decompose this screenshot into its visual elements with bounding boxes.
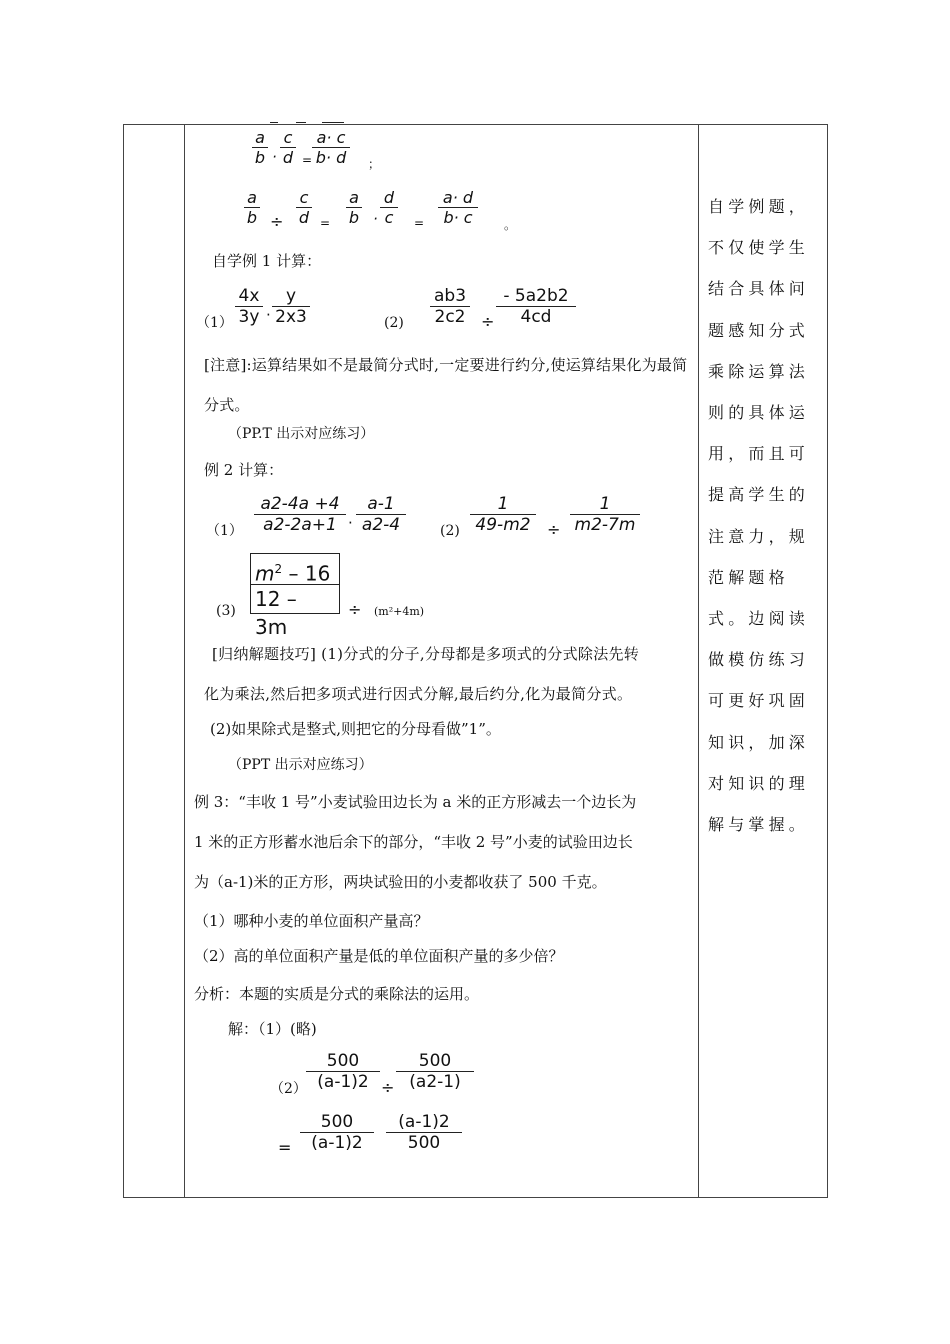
teaching-intent-note: 自学例题，不仅使学生结合具体问题感知分式乘除运算法则的具体运用，而且可提高学生的注意力，规范解题格式。边阅读做模仿练习可更好巩固知识，加深对知识的理解与掌握。 <box>708 197 810 835</box>
top-mark-3 <box>322 122 344 123</box>
fraction-y-over-2x3: $\frac{y}{2x3}$ <box>272 286 310 327</box>
example1-heading: 自学例 1 计算： <box>212 252 322 270</box>
example2-part2-label: (2) <box>440 523 460 539</box>
fraction-5a2b2-over-4cd: $\frac{- 5a2b2}{4cd}$ <box>496 286 576 327</box>
fraction-500-over-a2-1: $\frac{500}{(a2-1)}$ <box>396 1051 474 1092</box>
example3-solution: 解：（1）(略) <box>228 1020 317 1038</box>
dot-operator: · <box>373 210 378 228</box>
tips-line1: [归纳解题技巧] (1)分式的分子,分母都是多项式的分式除法先转 <box>212 645 640 663</box>
example1-part1-label: （1） <box>196 315 233 331</box>
period: 。 <box>504 218 517 232</box>
fraction-1-over-49-m2: $\frac{1}{49-m2}$ <box>470 494 536 535</box>
fraction-ab3-over-2c2: $\frac{ab3}{2c2}$ <box>430 286 470 327</box>
example2-part1-label: （1） <box>206 523 243 539</box>
fraction-m2-16-over-12-3m: $m^2 - 16$ 12 – 3m <box>250 553 340 614</box>
divide-sign: ÷ <box>381 1078 395 1097</box>
fraction-ad-over-bc: $\frac{a\cdot d}{b\cdot c}$ <box>438 188 478 227</box>
fraction-c-over-d: $\frac{c}{d}$ <box>280 128 296 167</box>
top-mark-2 <box>296 122 306 123</box>
fraction-d-over-c: $\frac{d}{c}$ <box>380 188 398 227</box>
fraction-a-over-b: $\frac{a}{b}$ <box>252 128 268 167</box>
fraction-a-1-squared-over-500: $\frac{(a-1)2}{500}$ <box>386 1112 462 1153</box>
example3-line1: 例 3：“丰收 1 号”小麦试验田边长为 a 米的正方形减去一个边长为 <box>194 793 637 811</box>
example3-analysis: 分析：本题的实质是分式的乘除法的运用。 <box>194 985 480 1003</box>
fraction-4x-over-3y: $\frac{4x}{3y}$ <box>235 286 263 327</box>
example2-part3-tail: (m²+4m) <box>374 605 425 618</box>
example3-question1: （1）哪种小麦的单位面积产量高？ <box>194 912 429 930</box>
equals-sign-2: = <box>414 216 425 230</box>
fraction-a2-4a-4: $\frac{a2-4a +4}{a2-2a+1}$ <box>254 494 346 535</box>
example3-question2: （2）高的单位面积产量是低的单位面积产量的多少倍？ <box>194 947 564 965</box>
example3-line3: 为（a-1)米的正方形，两块试验田的小麦都收获了 500 千克。 <box>194 873 607 891</box>
note-text: [注意]:运算结果如不是最简分式时,一定要进行约分,使运算结果化为最简分式。 <box>204 356 688 414</box>
fraction-a-over-b: $\frac{a}{b}$ <box>244 188 260 227</box>
column-divider-2 <box>698 124 699 1197</box>
tips-line3: (2)如果除式是整式,则把它的分母看做”1”。 <box>210 720 501 738</box>
divide-sign: ÷ <box>270 212 284 231</box>
top-mark-1 <box>270 122 278 123</box>
example1-part2-label: (2) <box>384 315 404 331</box>
example2-part3-label: (3) <box>216 603 236 619</box>
divide-sign: ÷ <box>547 520 561 539</box>
ppt-practice-2: （PPT 出示对应练习） <box>228 757 373 773</box>
fraction-500-over-a-1-squared: $\frac{500}{(a-1)2}$ <box>306 1051 380 1092</box>
ppt-practice-1: （PP.T 出示对应练习） <box>228 426 375 442</box>
divide-sign: ÷ <box>481 312 495 331</box>
tips-line2: 化为乘法,然后把多项式进行因式分解,最后约分,化为最简分式。 <box>204 685 633 703</box>
divide-sign: ÷ <box>348 600 362 619</box>
fraction-500-over-a-1-squared-2: $\frac{500}{(a-1)2}$ <box>300 1112 374 1153</box>
fraction-ac-over-bd: $\frac{a\cdot c}{b\cdot d}$ <box>312 128 350 167</box>
example3-line2: 1 米的正方形蓄水池后余下的部分，“丰收 2 号”小麦的试验田边长 <box>194 833 633 851</box>
dot-operator: · <box>272 148 277 166</box>
fraction-a-1-over-a2-4: $\frac{a-1}{a2-4}$ <box>356 494 406 535</box>
equals-sign: = <box>302 153 313 167</box>
fraction-c-over-d: $\frac{c}{d}$ <box>296 188 312 227</box>
fraction-1-over-m2-7m: $\frac{1}{m2-7m}$ <box>570 494 640 535</box>
equals-sign: = <box>278 1138 292 1157</box>
solution-part2-label: （2） <box>270 1081 307 1097</box>
dot-operator: · <box>348 514 353 532</box>
example2-heading: 例 2 计算： <box>204 461 284 479</box>
separator: ； <box>368 157 381 171</box>
equals-sign: = <box>320 216 331 230</box>
fraction-a-over-b-2: $\frac{a}{b}$ <box>346 188 362 227</box>
dot-operator: · <box>266 306 271 324</box>
column-divider-1 <box>184 124 185 1197</box>
